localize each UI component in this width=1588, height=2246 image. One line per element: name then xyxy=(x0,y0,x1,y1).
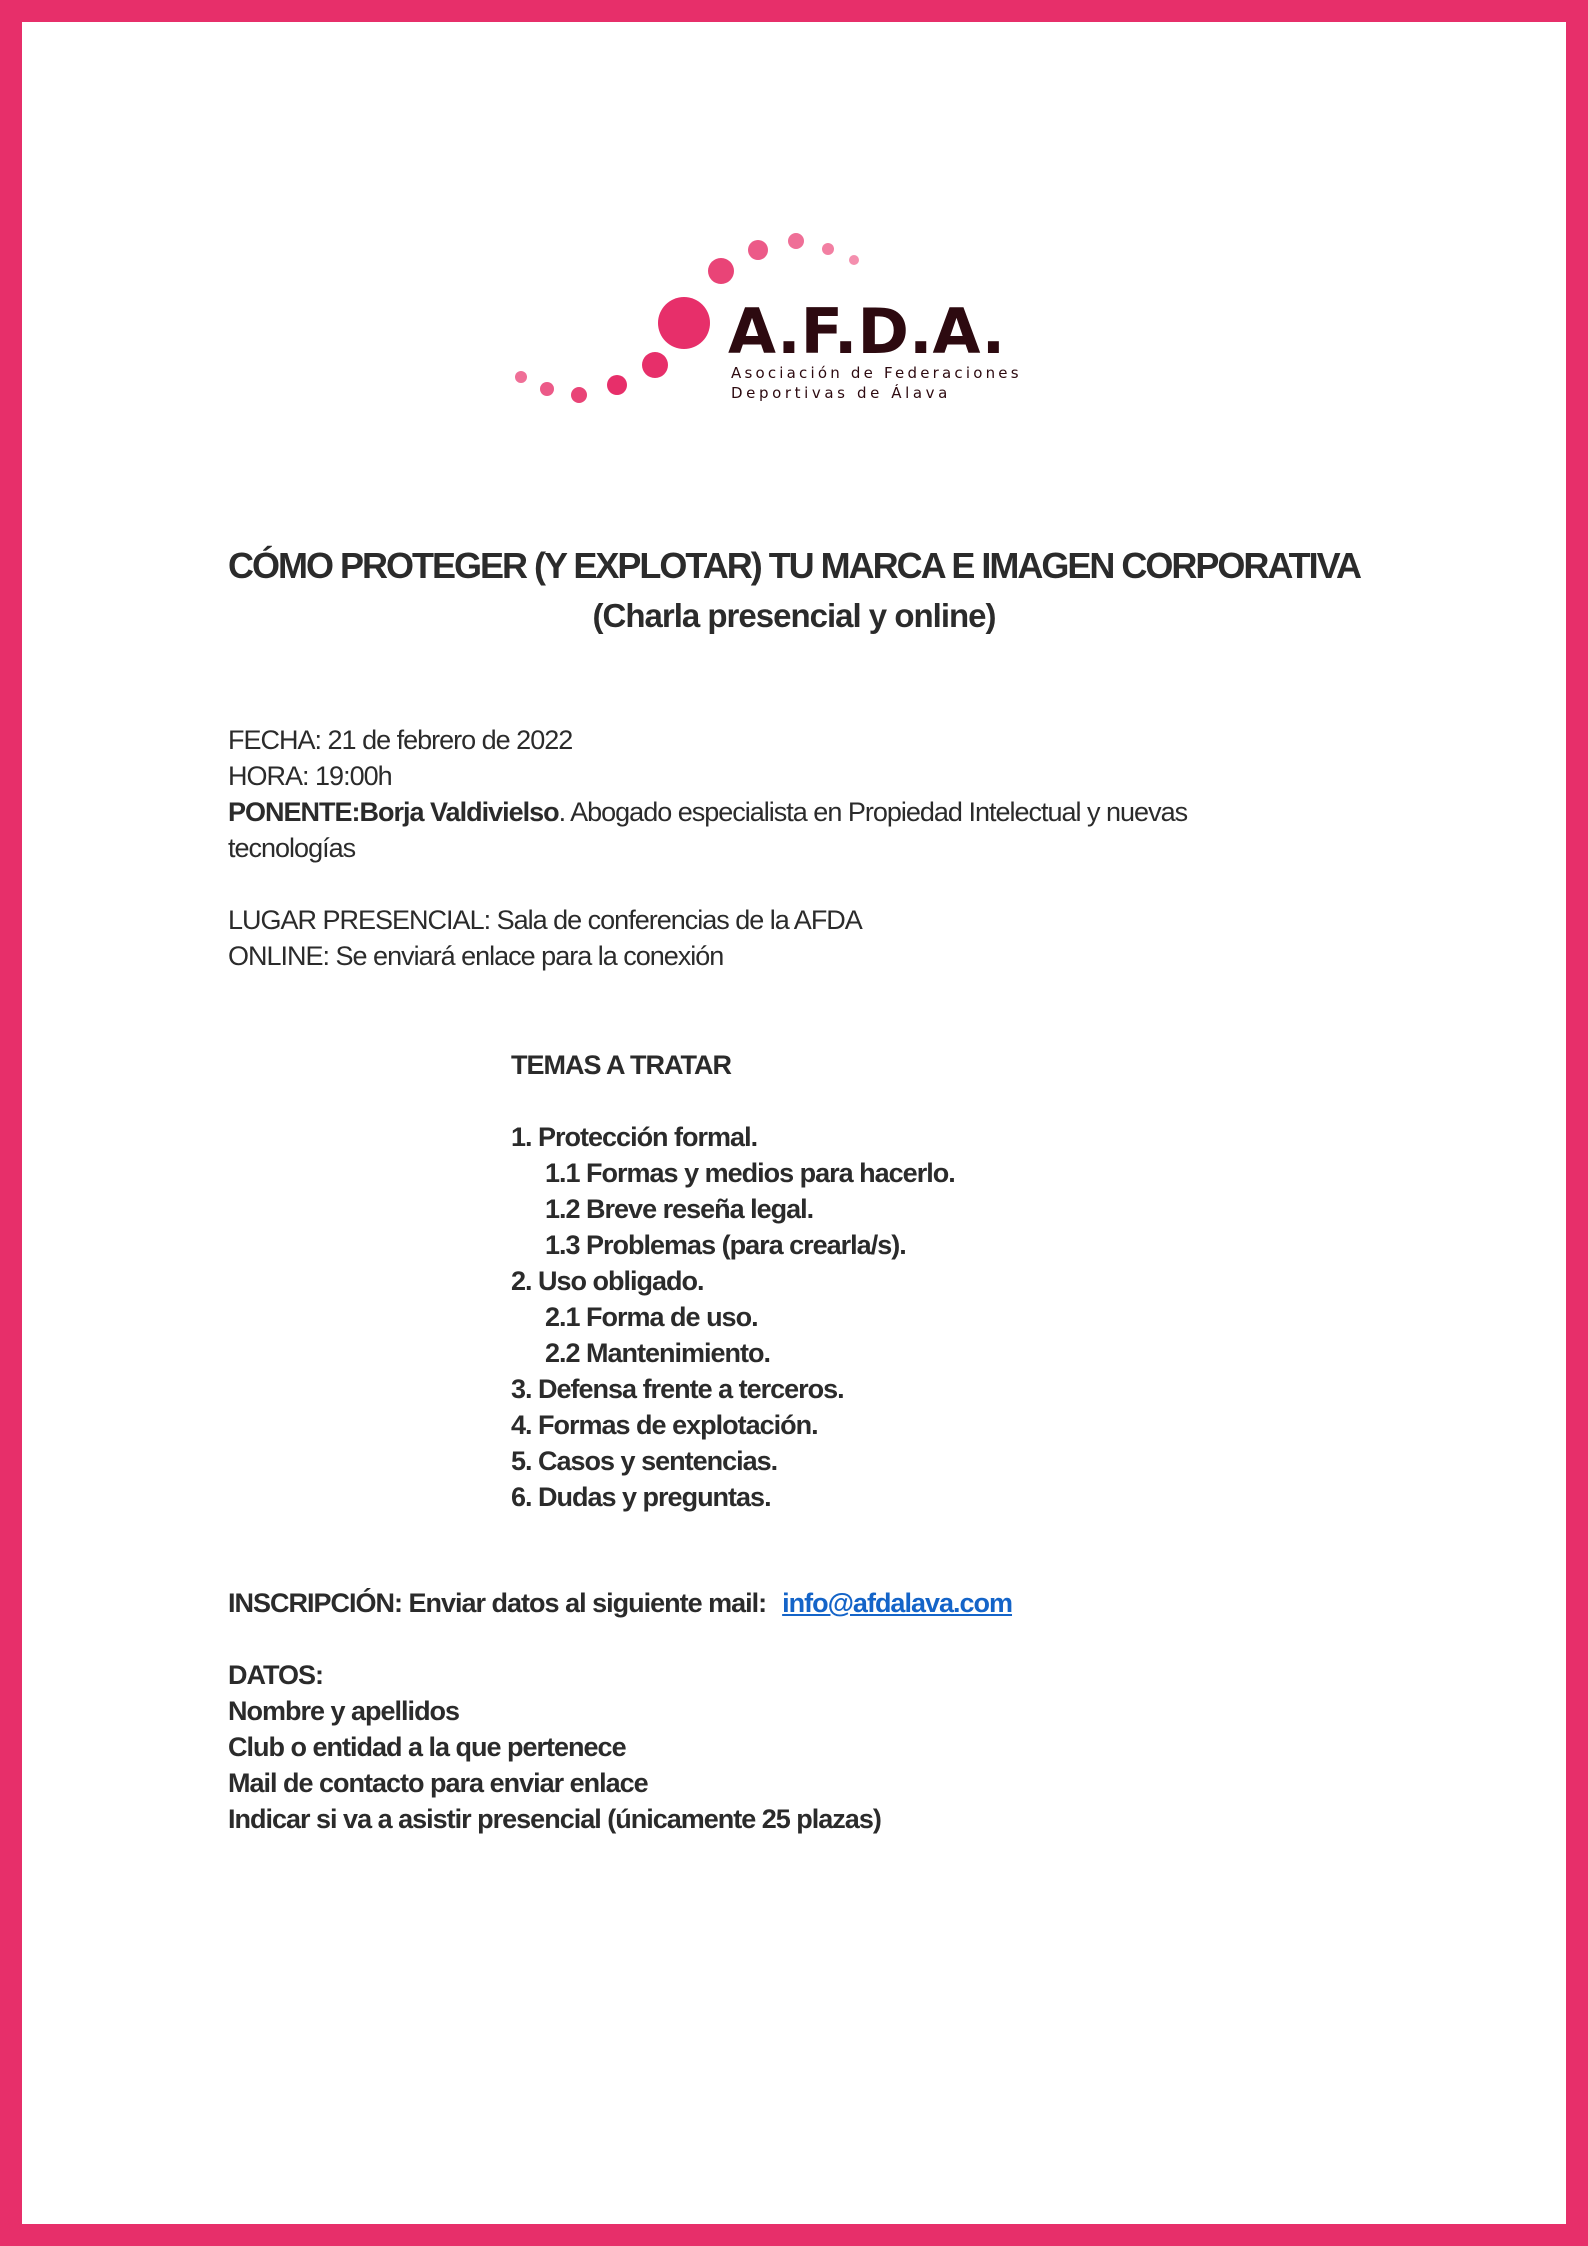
speaker-line xyxy=(228,794,1348,830)
date-value: 21 de febrero de 2022 xyxy=(327,725,573,755)
topic-item: 1.2 Breve reseña legal. xyxy=(545,1194,814,1224)
datos-item: Club o entidad a la que pertenece xyxy=(228,1732,626,1762)
page-title: CÓMO PROTEGER (Y EXPLOTAR) TU MARCA E IMAGEN CORPORATIVA xyxy=(227,545,1361,586)
registration-line xyxy=(228,1585,1348,1621)
topic-item: 3. Defensa frente a terceros. xyxy=(511,1374,844,1404)
topic-item: 1.1 Formas y medios para hacerlo. xyxy=(545,1158,955,1188)
page-subtitle: (Charla presencial y online) xyxy=(592,597,996,634)
registration-label: INSCRIPCIÓN: Enviar datos al siguiente mail: xyxy=(228,1588,767,1618)
topic-item: 4. Formas de explotación. xyxy=(511,1410,818,1440)
topic-item: 2. Uso obligado. xyxy=(511,1266,704,1296)
speaker-description-cont: tecnologías xyxy=(228,833,356,863)
logo-acronym: A.F.D.A. xyxy=(728,295,1006,368)
datos-item: Indicar si va a asistir presencial (únicamente 25 plazas) xyxy=(228,1804,881,1834)
speaker-description: . Abogado especialista en Propiedad Intelectual y nuevas xyxy=(558,797,1188,827)
email-link[interactable]: info@afdalava.com xyxy=(782,1588,1013,1618)
topic-item: 1.3 Problemas (para crearla/s). xyxy=(545,1230,906,1260)
date-label: FECHA: xyxy=(228,725,322,755)
date-line xyxy=(228,722,1348,758)
topic-item: 2.1 Forma de uso. xyxy=(545,1302,758,1332)
time-line xyxy=(228,758,1348,794)
online-line: ONLINE: Se enviará enlace para la conexión xyxy=(228,941,724,971)
topic-item: 5. Casos y sentencias. xyxy=(511,1446,778,1476)
datos-item: Nombre y apellidos xyxy=(228,1696,460,1726)
datos-heading: DATOS: xyxy=(228,1660,323,1690)
speaker-label: PONENTE: xyxy=(228,797,360,827)
event-details xyxy=(228,722,1348,974)
topic-item: 2.2 Mantenimiento. xyxy=(545,1338,771,1368)
logo-tagline-1: Asociación de Federaciones xyxy=(731,364,1022,382)
venue-line: LUGAR PRESENCIAL: Sala de conferencias de la AFDA xyxy=(228,905,862,935)
registration-section xyxy=(228,1585,1348,1837)
topics-section xyxy=(511,1047,1311,1515)
time-value: 19:00h xyxy=(315,761,392,791)
topic-item: 1. Protección formal. xyxy=(511,1122,758,1152)
time-label: HORA: xyxy=(228,761,309,791)
logo-tagline-2: Deportivas de Álava xyxy=(731,384,951,402)
datos-item: Mail de contacto para enviar enlace xyxy=(228,1768,648,1798)
topic-item: 6. Dudas y preguntas. xyxy=(511,1482,771,1512)
speaker-name: Borja Valdivielso xyxy=(359,797,559,827)
topics-heading: TEMAS A TRATAR xyxy=(511,1050,731,1080)
afda-logo xyxy=(500,220,1100,420)
